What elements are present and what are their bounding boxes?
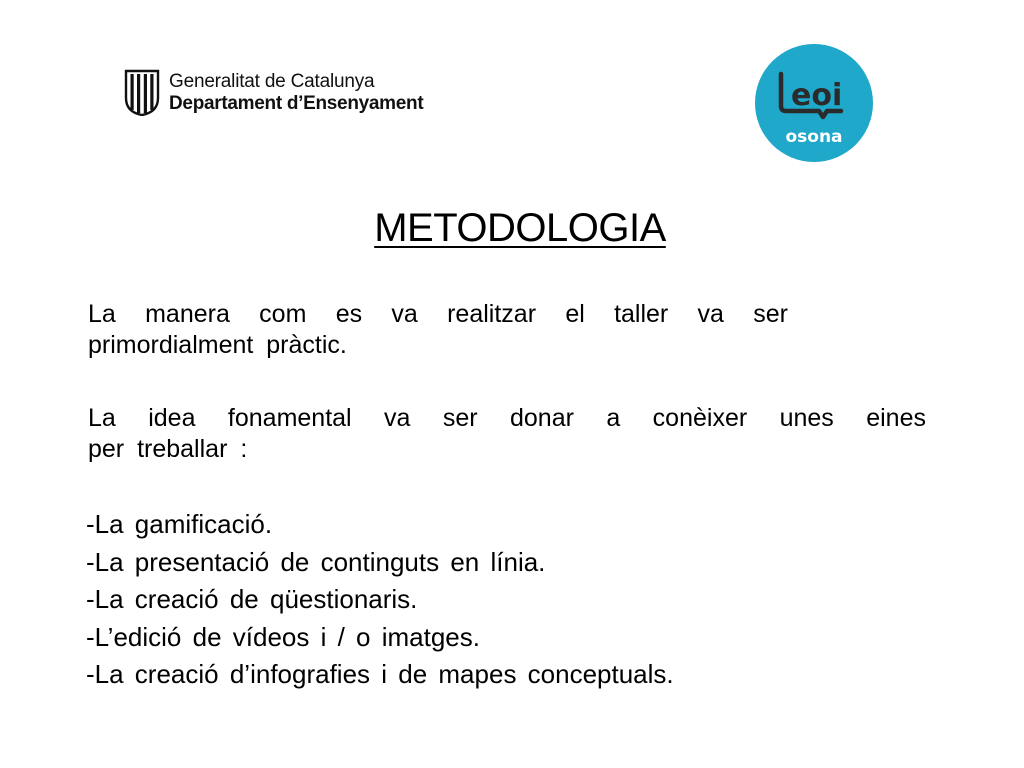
paragraph-method-line1: La manera com es va realitzar el taller va ser xyxy=(88,300,788,328)
generalitat-name: Generalitat de Catalunya xyxy=(169,71,375,92)
slide-title: METODOLOGIA xyxy=(374,206,666,250)
list-item: -La creació d’infografies i de mapes conceptuals. xyxy=(86,659,674,689)
department-name: Departament d’Ensenyament xyxy=(169,93,424,114)
eoi-brand-text: eoi xyxy=(791,78,843,113)
generalitat-wordmark xyxy=(169,71,423,115)
paragraph-method xyxy=(88,299,788,361)
paragraph-method-line2: primordialment pràctic. xyxy=(88,331,347,359)
paragraph-idea-line1: La idea fonamental va ser donar a conèixer unes eines xyxy=(88,404,926,432)
generalitat-logo xyxy=(124,68,454,120)
paragraph-idea-line2: per treballar : xyxy=(88,435,248,463)
eoi-location-text: osona xyxy=(785,127,843,147)
list-item: -L’edició de vídeos i / o imatges. xyxy=(86,621,480,652)
list-item: -La creació de qüestionaris. xyxy=(86,584,418,614)
tools-list xyxy=(86,506,674,694)
catalan-coat-of-arms-icon xyxy=(124,68,160,116)
eoi-osona-badge xyxy=(755,44,873,162)
list-item: -La gamificació. xyxy=(86,509,273,539)
paragraph-idea xyxy=(88,403,926,465)
list-item: -La presentació de continguts en línia. xyxy=(86,546,546,577)
eoi-osona-logo xyxy=(755,44,873,162)
